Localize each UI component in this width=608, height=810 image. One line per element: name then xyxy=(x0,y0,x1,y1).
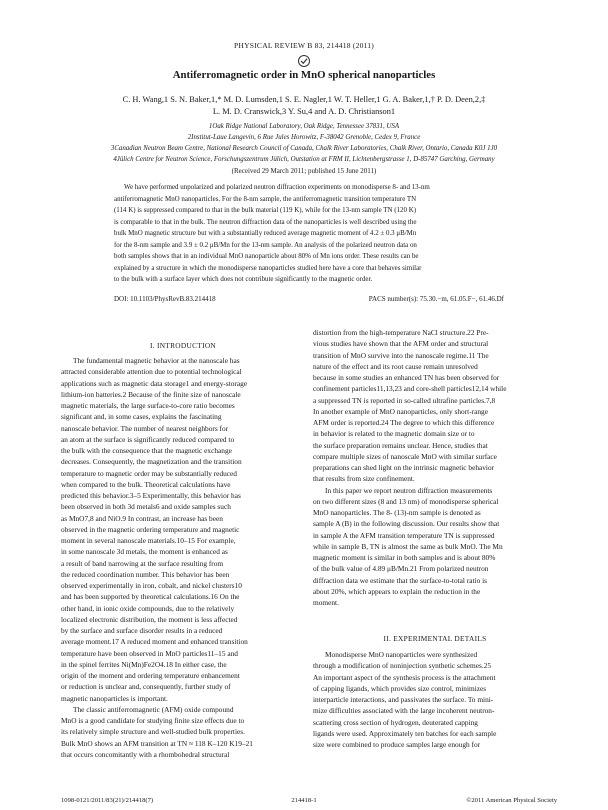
text-line: decreases. Consequently, the magnetization and the transition xyxy=(61,457,242,467)
left-column-text xyxy=(61,355,305,760)
text-line: been observed in both 3d metals6 and oxide samples such xyxy=(61,502,231,512)
text-line: by the surface and surface disorder results in a reduced xyxy=(61,626,223,635)
abstract-line: antiferromagnetic MnO nanoparticles. For the 8-nm sample, the antiferromagnetic transition temperature TN xyxy=(114,194,417,203)
text-line: a suppressed TN is reported in so-called ultrafine particles.7,8 xyxy=(313,395,496,405)
text-line: applications such as magnetic data storage1 and energy-storage xyxy=(61,378,248,388)
footer-copyright: ©2011 American Physical Society xyxy=(466,797,557,804)
text-line: sample A (B) in the following discussion. Our results show that xyxy=(313,519,500,529)
text-line: origin of the moment and ordering temperature enhancement xyxy=(61,671,240,680)
text-line: of capping ligands, which provides size control, minimizes xyxy=(313,683,487,693)
text-line: magnetic moment is similar in both samples and is about 80% xyxy=(313,553,496,562)
pacs-numbers: PACS number(s): 75.30.−m, 61.05.F−, 61.46.Df xyxy=(368,295,504,303)
right-column-text-bottom xyxy=(313,649,557,750)
text-line: mize difficulties associated with the large incoherent neutron- xyxy=(313,706,495,716)
text-line: magnetic nanoparticles is important. xyxy=(61,693,168,703)
text-line: moment in several nanoscale materials.10–15 For example, xyxy=(61,536,236,545)
text-line: an atom at the surface is significantly reduced compared to xyxy=(61,434,235,444)
text-line: lithium-ion batteries.2 Because of the finite size of nanoscale xyxy=(61,389,241,399)
text-line: size were combined to produce samples large enough for xyxy=(313,740,481,749)
text-line: interparticle interactions, and passivates the surface. To mini- xyxy=(313,695,494,704)
text-line: the reduced coordination number. This behavior has been xyxy=(61,569,230,579)
text-line: The classic antiferromagnetic (AFM) oxide compound xyxy=(73,704,234,714)
text-line: AFM order is reported.24 The degree to which this difference xyxy=(313,418,495,427)
abstract-line: to the bulk with a surface layer which does not contribute significantly to the magnetic order. xyxy=(114,275,373,284)
footer-page-number: 214418-1 xyxy=(291,797,317,804)
text-line: because in some studies an enhanced TN has been observed for xyxy=(313,373,500,382)
text-line: significant and, in some cases, explains the fascinating xyxy=(61,412,222,422)
text-line: confinement particles11,13,23 and core-shell particles12,14 while xyxy=(313,384,507,394)
text-line: vious studies have shown that the AFM order and structural xyxy=(313,339,489,349)
text-line: its relatively simple structure and well-studied bulk properties. xyxy=(61,727,245,737)
paper-title: Antiferromagnetic order in MnO spherical nanoparticles xyxy=(172,69,436,81)
text-line: when compared to the bulk. Theoretical calculations have xyxy=(61,479,231,489)
text-line: about 20%, which appears to explain the reduction in the xyxy=(313,586,481,596)
text-line: in some nanoscale 3d metals, the moment is enhanced as xyxy=(61,547,228,557)
text-line: that results from size confinement. xyxy=(313,474,415,484)
abstract-line: bulk MnO magnetic structure but with a substantially reduced average magnetic moment of 4.2 ± 0.3 μB/Mn xyxy=(114,229,417,238)
author-list xyxy=(60,94,548,118)
text-line: nature of the effect and its root cause remain unresolved xyxy=(313,361,478,371)
abstract-line: explained by a structure in which the monodisperse nanoparticles studied here have a core that behaves similar xyxy=(114,263,422,272)
abstract-line: is comparable to that in the bulk. The neutron diffraction data of the nanoparticles is well described using the xyxy=(114,217,417,226)
section-heading-experimental: II. EXPERIMENTAL DETAILS xyxy=(383,634,487,643)
text-line: that occurs concomitantly with a rhombohedral structural xyxy=(61,749,230,759)
text-line: Monodisperse MnO nanoparticles were synthesized xyxy=(325,650,478,659)
text-line: MnO is a good candidate for studying finite size effects due to xyxy=(61,716,245,725)
text-line: in sample A the AFM transition temperature TN is suppressed xyxy=(313,530,495,540)
journal-header: PHYSICAL REVIEW B 83, 214418 (2011) xyxy=(233,41,375,50)
text-line: temperature have been observed in MnO particles11–15 and xyxy=(61,648,238,658)
abstract-line: both samples shows that in an individual MnO nanoparticle about 80% of Mn ions order. These results can be xyxy=(114,252,419,261)
text-line: ligands were used. Approximately ten batches for each sample xyxy=(313,728,497,738)
text-line: a result of band narrowing at the surface resulting from xyxy=(61,558,224,568)
text-line: through a modification of noninjection synthetic schemes.25 xyxy=(313,661,492,671)
abstract-line: We have performed unpolarized and polarized neutron diffraction experiments on monodisperse 8- and 13-nm xyxy=(124,183,430,191)
text-line: magnetic materials, the large surface-to-core ratio becomes xyxy=(61,401,235,410)
doi-text[interactable]: DOI: 10.1103/PhysRevB.83.214418 xyxy=(114,295,216,303)
text-line: compare multiple sizes of nanoscale MnO with similar surface xyxy=(313,451,497,461)
author-line: L. M. D. Cranswick,3 Y. Su,4 and A. D. Christianson1 xyxy=(212,107,396,116)
text-line: nanoscale behavior. The number of nearest neighbors for xyxy=(61,423,229,433)
text-line: In another example of MnO nanoparticles, only short-range xyxy=(313,406,488,416)
text-line: An important aspect of the synthesis process is the attachment xyxy=(313,672,496,682)
text-line: scattering cross section of hydrogen, deuterated capping xyxy=(313,717,478,727)
text-line: preparations can shed light on the intrinsic magnetic behavior xyxy=(313,463,495,472)
affiliation: 2Institut-Laue Langevin, 6 Rue Jules Horowitz, F-38042 Grenoble, Cedex 9, France xyxy=(187,134,421,141)
abstract xyxy=(114,182,504,286)
author-line: C. H. Wang,1 S. N. Baker,1,* M. D. Lumsden,1 S. E. Nagler,1 W. T. Heller,1 G. A. Baker,1,† P. D. Deen,2,‡ xyxy=(122,95,486,104)
text-line: attracted considerable attention due to potential technological xyxy=(61,367,242,377)
abstract-line: (114 K) is suppressed compared to that in the bulk material (119 K), while for the 13-nm sample TN (120 K) xyxy=(114,206,417,215)
section-heading-introduction: I. INTRODUCTION xyxy=(149,341,217,350)
text-line: diffraction data we estimate that the surface-to-total ratio is xyxy=(313,575,488,585)
text-line: in the spinel ferrites Ni(Mn)Fe2O4.18 In either case, the xyxy=(61,659,227,669)
text-line: In this paper we report neutron diffraction measurements xyxy=(325,485,493,495)
text-line: observed experimentally in iron, cobalt, and nickel clusters10 xyxy=(61,581,242,590)
text-line: The fundamental magnetic behavior at the nanoscale has xyxy=(73,356,240,365)
affiliation: 3Canadian Neutron Beam Centre, National Research Council of Canada, Chalk River Laboratories, Chalk River, Ontario, Canada K0J 1J0 xyxy=(110,145,498,152)
text-line: the bulk with the consequence that the magnetic exchange xyxy=(61,446,232,455)
text-line: MnO nanoparticles. The 8- (13)-nm sample is denoted as xyxy=(313,508,481,517)
received-dates: (Received 29 March 2011; published 15 June 2011) xyxy=(231,167,377,175)
text-line: or reduction is unclear and, consequently, further study of xyxy=(61,682,231,692)
text-line: and has been supported by theoretical calculations.16 On the xyxy=(61,592,240,602)
text-line: while in sample B, TN is almost the same as bulk MnO. The Mn xyxy=(313,541,503,551)
crossmark-icon[interactable] xyxy=(296,54,312,68)
right-column-text-top xyxy=(313,327,557,608)
text-line: on two different sizes (8 and 13 nm) of monodisperse spherical xyxy=(313,496,499,506)
text-line: in behavior is related to the magnetic domain size or to xyxy=(313,429,475,439)
text-line: moment. xyxy=(313,598,339,607)
doi-link[interactable] xyxy=(114,295,216,303)
text-line: the surface preparation remains unclear. Hence, studies that xyxy=(313,440,488,450)
text-line: Bulk MnO shows an AFM transition at TN ≈ 118 K–120 K19–21 xyxy=(61,738,253,748)
text-line: distortion from the high-temperature NaCl structure.22 Pre- xyxy=(313,328,489,337)
abstract-line: for the 8-nm sample and 3.9 ± 0.2 μB/Mn for the 13-nm sample. An analysis of the polarized neutron data on xyxy=(114,240,417,249)
text-line: of the bulk value of 4.89 μB/Mn.21 From polarized neutron xyxy=(313,564,489,574)
text-line: temperature to magnetic order may be substantially reduced xyxy=(61,468,237,478)
text-line: as MnO7,8 and NiO.9 In contrast, an increase has been xyxy=(61,513,223,523)
affiliation: 1Oak Ridge National Laboratory, Oak Ridge, Tennessee 37831, USA xyxy=(208,123,400,130)
text-line: localized electronic distribution, the moment is less affected xyxy=(61,614,238,624)
footer-issn: 1098-0121/2011/83(21)/214418(7) xyxy=(61,797,154,804)
text-line: predicted this behavior.3–5 Experimentally, this behavior has xyxy=(61,491,241,500)
text-line: observed in the magnetic ordering temperature and magnetic xyxy=(61,524,240,534)
affiliation: 4Jülich Centre for Neutron Science, Forschungszentrum Jülich, Outstation at FRM II, Lichtenbergstrasse 1, D-85747 Garching, Germany xyxy=(113,156,495,163)
text-line: transition of MnO survive into the nanoscale regime.11 The xyxy=(313,350,489,360)
text-line: other hand, in ionic oxide compounds, due to the relatively xyxy=(61,603,235,613)
text-line: average moment.17 A reduced moment and enhanced transition xyxy=(61,637,248,647)
